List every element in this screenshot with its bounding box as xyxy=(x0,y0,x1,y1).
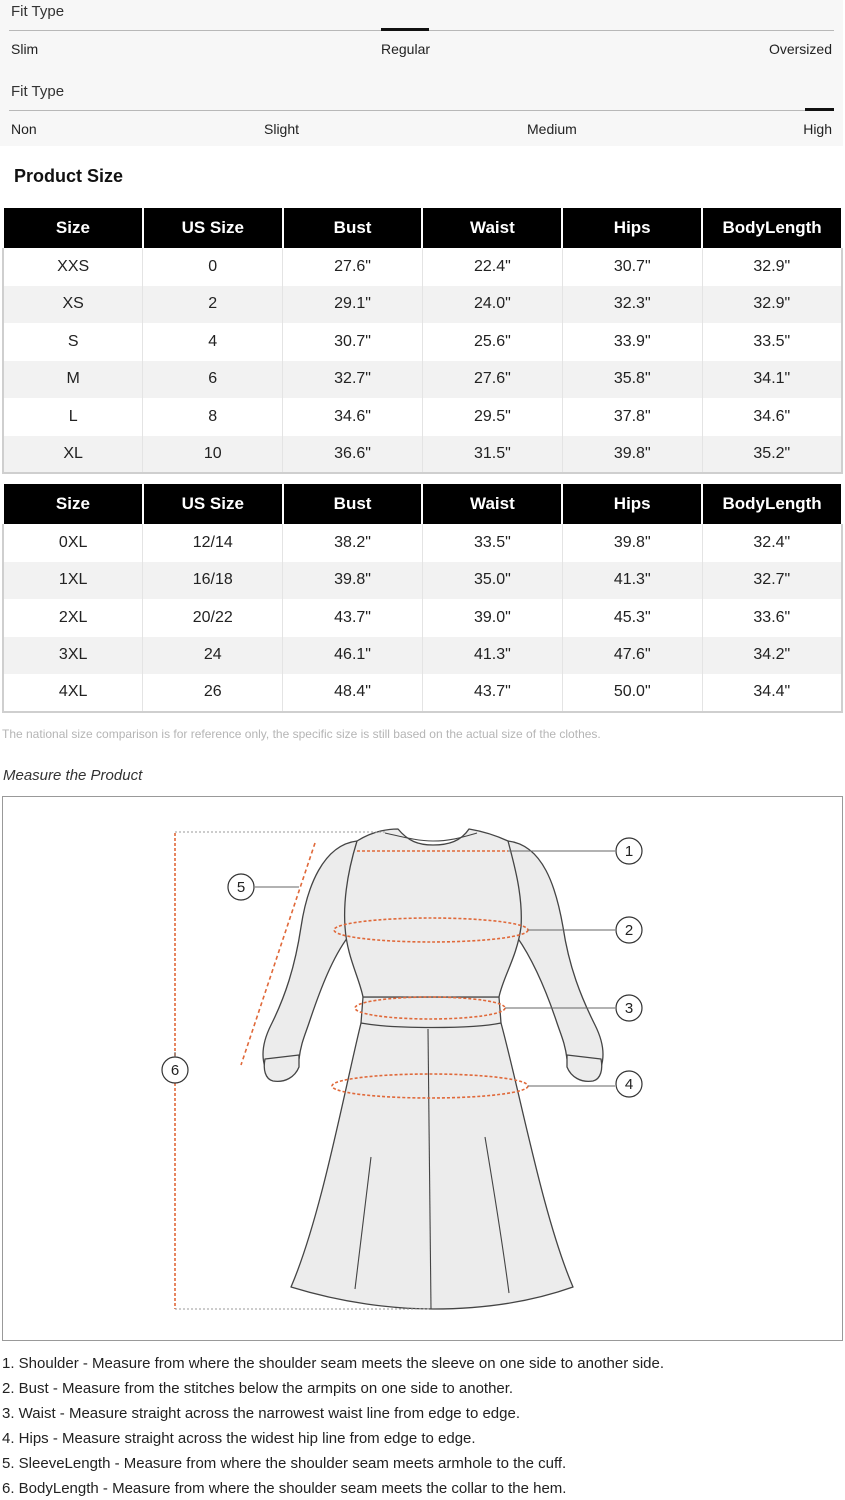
cell-waist: 35.0" xyxy=(422,562,562,600)
cell-bust: 39.8" xyxy=(283,562,423,600)
cell-bust: 32.7" xyxy=(283,361,423,399)
marker-2-label: 2 xyxy=(624,922,634,939)
size-table-plus xyxy=(2,482,843,713)
cell-hips: 47.6" xyxy=(562,637,702,675)
cell-hips: 39.8" xyxy=(562,524,702,562)
table-row xyxy=(3,248,842,286)
cell-size: 3XL xyxy=(3,637,143,675)
cell-hips: 35.8" xyxy=(562,361,702,399)
cell-waist: 24.0" xyxy=(422,286,562,324)
measure-title: Measure the Product xyxy=(3,767,143,784)
measurement-notes xyxy=(2,1354,843,1500)
header-waist: Waist xyxy=(422,207,562,248)
header-us-size: US Size xyxy=(143,483,283,524)
cell-us-size: 26 xyxy=(143,674,283,712)
fit-option-high: High xyxy=(803,121,832,137)
marker-3-label: 3 xyxy=(624,1000,634,1017)
dress-illustration xyxy=(3,797,844,1342)
table-row xyxy=(3,562,842,600)
fit-type-title: Fit Type xyxy=(11,83,65,100)
fit-type-track xyxy=(9,110,834,111)
note-sleeve-length: 5. SleeveLength - Measure from where the shoulder seam meets armhole to the cuff. xyxy=(2,1455,567,1472)
note-bust: 2. Bust - Measure from the stitches below the armpits on one side to another. xyxy=(2,1380,514,1397)
header-bust: Bust xyxy=(283,483,423,524)
cell-us-size: 0 xyxy=(143,248,283,286)
left-sleeve-shape xyxy=(263,841,357,1067)
measurement-diagram xyxy=(2,796,843,1341)
cell-hips: 33.9" xyxy=(562,323,702,361)
table-header-row xyxy=(3,207,842,248)
left-cuff-shape xyxy=(264,1055,299,1081)
table-row xyxy=(3,398,842,436)
cell-waist: 25.6" xyxy=(422,323,562,361)
fit-type-title: Fit Type xyxy=(11,3,65,20)
table-row xyxy=(3,286,842,324)
fit-type-slider-stretch xyxy=(0,80,843,152)
header-bust: Bust xyxy=(283,207,423,248)
table-row xyxy=(3,674,842,712)
cell-size: XS xyxy=(3,286,143,324)
cell-waist: 33.5" xyxy=(422,524,562,562)
table-row xyxy=(3,323,842,361)
cell-bust: 27.6" xyxy=(283,248,423,286)
marker-5-label: 5 xyxy=(236,879,246,896)
bodice-shape xyxy=(345,829,522,997)
cell-waist: 27.6" xyxy=(422,361,562,399)
header-size: Size xyxy=(3,207,143,248)
table-header-row xyxy=(3,483,842,524)
header-body-length: BodyLength xyxy=(702,207,842,248)
fit-type-selected-marker xyxy=(381,28,429,31)
header-waist: Waist xyxy=(422,483,562,524)
cell-body-length: 33.6" xyxy=(753,608,791,626)
note-hips: 4. Hips - Measure straight across the widest hip line from edge to edge. xyxy=(2,1430,476,1447)
cell-waist: 31.5" xyxy=(422,436,562,474)
cell-bust: 30.7" xyxy=(283,323,423,361)
cell-hips: 30.7" xyxy=(562,248,702,286)
cell-us-size: 20/22 xyxy=(143,599,283,637)
cell-bust: 36.6" xyxy=(283,436,423,474)
table-row xyxy=(3,436,842,474)
right-sleeve-shape xyxy=(508,841,603,1067)
cell-body-length: 32.7" xyxy=(702,562,842,600)
fit-option-non: Non xyxy=(11,121,37,137)
marker-1-label: 1 xyxy=(624,843,634,860)
cell-body-length: 32.4" xyxy=(753,533,791,551)
skirt-shape xyxy=(291,1023,573,1309)
cell-body-length: 32.9" xyxy=(753,257,791,275)
size-disclaimer: The national size comparison is for reference only, the specific size is still based on the actual size of the clothes. xyxy=(2,727,601,741)
cell-us-size: 24 xyxy=(143,637,283,675)
cell-size: XL xyxy=(3,436,143,474)
header-body-length: BodyLength xyxy=(702,483,842,524)
cell-bust: 46.1" xyxy=(283,637,423,675)
cell-body-length: 34.2" xyxy=(702,637,842,675)
cell-body-length: 32.9" xyxy=(702,286,842,324)
table-row xyxy=(3,637,842,675)
cell-body-length: 34.1" xyxy=(702,361,842,399)
cell-hips: 50.0" xyxy=(562,674,702,712)
cell-us-size: 10 xyxy=(143,436,283,474)
marker-4-label: 4 xyxy=(624,1076,634,1093)
note-shoulder: 1. Shoulder - Measure from where the shoulder seam meets the sleeve on one side to another side. xyxy=(2,1355,665,1372)
fit-option-oversized: Oversized xyxy=(768,41,832,57)
fit-option-medium: Medium xyxy=(527,121,577,137)
cell-bust: 48.4" xyxy=(283,674,423,712)
waistband-shape xyxy=(361,997,501,1028)
size-table-regular xyxy=(2,206,843,474)
cell-body-length: 34.4" xyxy=(753,683,791,701)
marker-6-label: 6 xyxy=(170,1062,180,1079)
cell-hips: 41.3" xyxy=(562,562,702,600)
table-row xyxy=(3,599,842,637)
header-size: Size xyxy=(3,483,143,524)
cell-waist: 29.5" xyxy=(422,398,562,436)
fit-option-regular: Regular xyxy=(381,41,431,57)
cell-bust: 43.7" xyxy=(283,599,423,637)
cell-size: M xyxy=(3,361,143,399)
cell-waist: 39.0" xyxy=(422,599,562,637)
table-row xyxy=(3,361,842,399)
cell-us-size: 16/18 xyxy=(143,562,283,600)
fit-option-slight: Slight xyxy=(264,121,300,137)
header-us-size: US Size xyxy=(143,207,283,248)
fit-type-slider-silhouette xyxy=(0,0,843,72)
cell-bust: 29.1" xyxy=(283,286,423,324)
cell-size: S xyxy=(3,323,143,361)
cell-us-size: 8 xyxy=(143,398,283,436)
cell-size: 0XL xyxy=(3,524,143,562)
note-waist: 3. Waist - Measure straight across the narrowest waist line from edge to edge. xyxy=(2,1405,521,1422)
cell-body-length: 35.2" xyxy=(702,436,842,474)
cell-us-size: 12/14 xyxy=(143,524,283,562)
right-cuff-shape xyxy=(567,1055,602,1081)
cell-hips: 45.3" xyxy=(562,599,702,637)
cell-size: L xyxy=(3,398,143,436)
product-size-title: Product Size xyxy=(14,166,124,186)
fit-type-selected-marker xyxy=(805,108,834,111)
cell-waist: 43.7" xyxy=(422,674,562,712)
cell-size: 2XL xyxy=(3,599,143,637)
cell-size: 4XL xyxy=(3,674,143,712)
cell-hips: 39.8" xyxy=(562,436,702,474)
cell-size: XXS xyxy=(3,248,143,286)
note-body-length: 6. BodyLength - Measure from where the shoulder seam meets the collar to the hem. xyxy=(2,1480,567,1497)
table-row xyxy=(3,524,842,562)
cell-us-size: 4 xyxy=(143,323,283,361)
cell-body-length: 34.6" xyxy=(753,407,791,425)
header-hips: Hips xyxy=(562,207,702,248)
cell-bust: 34.6" xyxy=(283,398,423,436)
fit-option-slim: Slim xyxy=(11,41,39,57)
cell-us-size: 6 xyxy=(143,361,283,399)
cell-waist: 22.4" xyxy=(422,248,562,286)
cell-size: 1XL xyxy=(3,562,143,600)
cell-body-length: 33.5" xyxy=(753,332,791,350)
cell-bust: 38.2" xyxy=(283,524,423,562)
cell-hips: 32.3" xyxy=(562,286,702,324)
cell-waist: 41.3" xyxy=(422,637,562,675)
cell-hips: 37.8" xyxy=(562,398,702,436)
header-hips: Hips xyxy=(562,483,702,524)
fit-type-panel xyxy=(0,0,843,146)
cell-us-size: 2 xyxy=(143,286,283,324)
